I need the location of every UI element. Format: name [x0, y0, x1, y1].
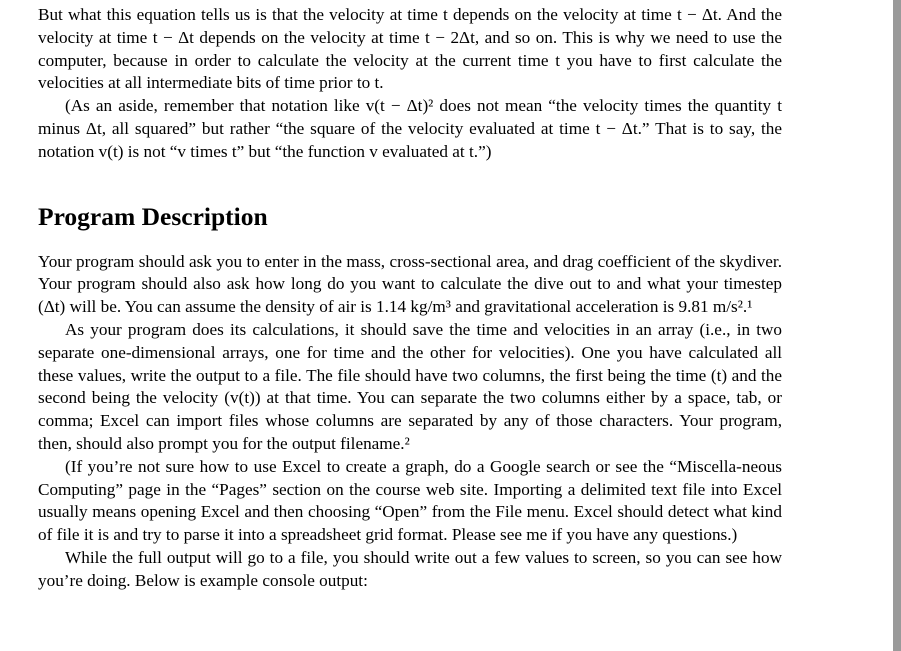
intro-paragraph-1-text: But what this equation tells us is that the velocity at time t depends on the velocity at time t − Δt. And the velocity at time t − Δt depends on the velocity at time t − 2Δt, and so on. This is why we need to use the computer, because in order to calculate the velocity at the current time t you have to first calculate the velocities at all intermediate bits of time prior to t.: [38, 5, 782, 93]
section-heading: Program Description: [38, 201, 268, 231]
document-body: [38, 4, 782, 593]
window-edge-scrollbar: [893, 0, 901, 651]
intro-paragraph-2-text: (As an aside, remember that notation like v(t − Δt)² does not mean “the velocity times the quantity t minus Δt, all squared” but rather “the square of the velocity evaluated at time t − Δt.” That is to say, the notation v(t) is not “v times t” but “the function v evaluated at t.”): [38, 96, 782, 161]
intro-paragraph-1: [38, 4, 782, 95]
program-paragraph-1: [38, 251, 782, 319]
program-paragraph-2-text: As your program does its calculations, it should save the time and velocities in an array (i.e., in two separate one-dimensional arrays, one for time and the other for velocities). One you have calculated all these values, write the output to a file. The file should have two columns, the first being the time (t) and the second being the velocity (v(t)) at that time. You can separate the two columns either by a space, tab, or comma; Excel can import files whose columns are separated by any of those characters. Your program, then, should also prompt you for the output filename.²: [38, 319, 782, 453]
program-paragraph-1-text: Your program should ask you to enter in the mass, cross-sectional area, and drag coefficient of the skydiver. Your program should also ask how long do you want to calculate the dive out to and what your timestep (Δt) will be. You can assume the density of air is 1.14 kg/m³ and gravitational acceleration is 9.81 m/s².¹: [38, 251, 782, 317]
program-paragraph-3: [38, 456, 782, 547]
program-paragraph-4: [38, 547, 782, 593]
intro-paragraph-2: [38, 95, 782, 163]
program-paragraph-2: [38, 319, 782, 456]
program-paragraph-4-text: While the full output will go to a file, you should write out a few values to screen, so you can see how you’re doing. Below is example console output:: [38, 547, 782, 590]
program-paragraph-3-text: (If you’re not sure how to use Excel to create a graph, do a Google search or see the “Miscella-neous Computing” page in the “Pages” section on the course web site. Importing a delimited text file into Excel usually means opening Excel and then choosing “Open” from the File menu. Excel should detect what kind of file it is and try to parse it into a spreadsheet grid format. Please see me if you have any questions.): [38, 456, 782, 545]
